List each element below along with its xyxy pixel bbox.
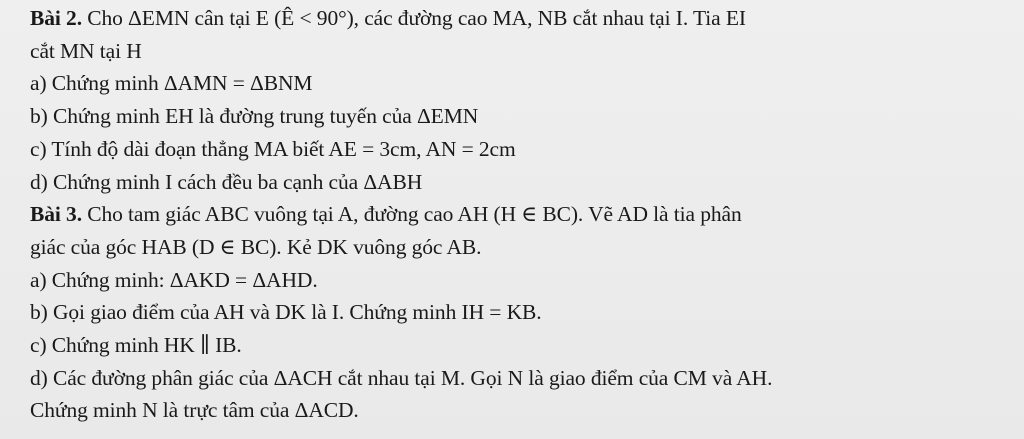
exercise-2-intro-line-1 bbox=[30, 2, 1014, 35]
exercise-3-intro-line-2: giác của góc HAB (D ∈ BC). Kẻ DK vuông góc AB. bbox=[30, 234, 482, 259]
exercise-2-part-c: c) Tính độ dài đoạn thẳng MA biết AE = 3cm, AN = 2cm bbox=[30, 136, 516, 161]
exercise-3-part-d-line-2: Chứng minh N là trực tâm của ΔACD. bbox=[30, 398, 359, 423]
exercise-3-intro-text: Cho tam giác ABC vuông tại A, đường cao AH (H ∈ BC). Vẽ AD là tia phân bbox=[81, 202, 742, 227]
exercise-3-part-c: c) Chứng minh HK ∥ IB. bbox=[30, 333, 242, 358]
exercise-2-intro-line-2: cắt MN tại H bbox=[30, 38, 142, 63]
exercise-2-part-b: b) Chứng minh EH là đường trung tuyến của ΔEMN bbox=[30, 104, 479, 129]
exercise-2-part-a: a) Chứng minh ΔAMN = ΔBNM bbox=[30, 71, 313, 96]
exercise-3-part-b: b) Gọi giao điểm của AH và DK là I. Chứng minh IH = KB. bbox=[30, 300, 542, 325]
exercise-3-part-d-line-1: d) Các đường phân giác của ΔACH cắt nhau tại M. Gọi N là giao điểm của CM và AH. bbox=[30, 365, 773, 390]
exercise-2-part-d: d) Chứng minh I cách đều ba cạnh của ΔABH bbox=[30, 169, 423, 194]
exercise-3-part-a: a) Chứng minh: ΔAKD = ΔAHD. bbox=[30, 267, 318, 292]
exercise-2-label: Bài 2. bbox=[30, 6, 82, 30]
exercise-3-label: Bài 3. bbox=[30, 202, 82, 227]
exercise-3-intro-line-1 bbox=[30, 198, 1014, 231]
exercise-2-intro-text: Cho ΔEMN cân tại E (Ê < 90°), các đường cao MA, NB cắt nhau tại I. Tia EI bbox=[81, 6, 746, 30]
